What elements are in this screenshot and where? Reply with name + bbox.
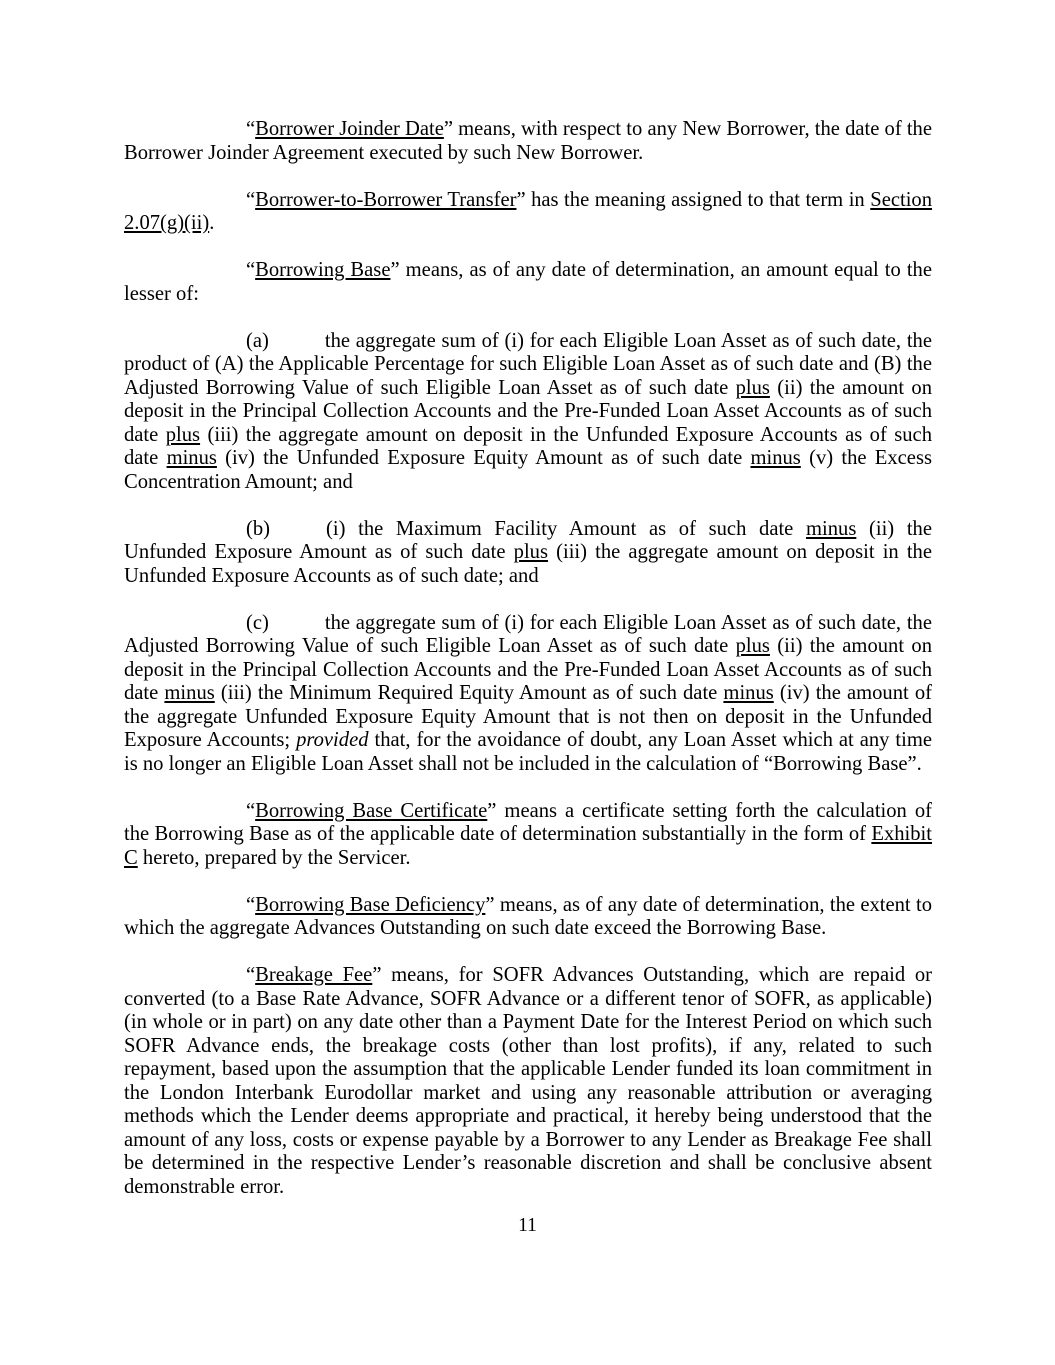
text-run: hereto, prepared by the Servicer. xyxy=(137,846,411,869)
text-run: (iii) the aggregate amount on deposit in the Unfunded Exposure Accounts as of such date xyxy=(124,423,932,469)
underlined-text: minus xyxy=(166,447,217,469)
text-run: (iii) the aggregate amount on deposit in the Unfunded Exposure Accounts as of such date; and xyxy=(124,541,932,587)
text-run: the aggregate sum of (i) for each Eligible Loan Asset as of such date, the Adjusted Borrowing Value of such Eligible Loan Asset as of such date xyxy=(124,611,932,657)
text-run: ” has the meaning assigned to that term in xyxy=(516,188,871,211)
text-run: (iv) the Unfunded Exposure Equity Amount as of such date xyxy=(216,447,751,469)
text-run: (ii) the amount on deposit in the Principal Collection Accounts and the Pre-Funded Loan Asset Accounts as of such date xyxy=(124,635,932,704)
text-run: ” means a certificate setting forth the calculation of the Borrowing Base as of the applicable date of determination substantially in the form of xyxy=(124,799,933,845)
page-number: 11 xyxy=(518,1215,537,1236)
paragraph-borrower-joinder-date xyxy=(124,118,932,165)
text-run: (v) the Excess Concentration Amount; and xyxy=(124,447,932,493)
underlined-text: minus xyxy=(164,682,215,704)
paragraph-borrowing-base xyxy=(124,259,932,306)
underlined-text: Borrowing Base Deficiency xyxy=(255,893,486,916)
paragraph-borrowing-base-clause-c xyxy=(124,612,932,777)
text-run: ” means, as of any date of determination, the extent to which the aggregate Advances Outstanding on such date exceed the Borrowing Base. xyxy=(124,893,932,939)
underlined-text: Section 2.07(g)(ii) xyxy=(124,188,933,234)
text-run: that, for the avoidance of doubt, any Loan Asset which at any time is no longer an Eligible Loan Asset shall not be included in the calculation of “Borrowing Base”. xyxy=(124,729,932,775)
underlined-text: Borrower-to-Borrower Transfer xyxy=(255,188,517,211)
text-run: “ xyxy=(246,118,256,140)
text-run: ” means, with respect to any New Borrower, the date of the Borrower Joinder Agreement executed by such New Borrower. xyxy=(124,118,932,164)
underlined-text: plus xyxy=(735,376,770,399)
underlined-text: minus xyxy=(723,682,774,704)
paragraph-borrowing-base-certificate xyxy=(124,800,932,871)
text-run: “ xyxy=(246,259,256,281)
document-body xyxy=(124,118,932,1223)
text-run: . xyxy=(209,212,215,234)
underlined-text: Borrower Joinder Date xyxy=(255,118,444,140)
underlined-text: Borrowing Base Certificate xyxy=(255,799,488,822)
text-run: ” means, for SOFR Advances Outstanding, which are repaid or converted (to a Base Rate Advance, SOFR Advance or a different tenor of SOFR, as applicable) (in whole or in part) on any date other than a Payment Date for the Interest Period on which such SOFR Advance ends, the breakage costs (other than lost profits), if any, related to such repayment, based upon the assumption that the applicable Lender funded its loan commitment in the London Interbank Eurodollar market and using any reasonable attribution or averaging methods which the Lender deems appropriate and practical, it hereby being understood that the amount of any loss, costs or expense payable by a Borrower to any Lender as Breakage Fee shall be determined in the respective Lender’s reasonable discretion and shall be conclusive absent demonstrable error. xyxy=(124,964,932,1198)
text-run: (ii) the Unfunded Exposure Amount as of such date xyxy=(124,517,932,563)
text-run: (a) xyxy=(246,329,269,352)
underlined-text: plus xyxy=(513,541,548,563)
paragraph-borrowing-base-clause-a xyxy=(124,330,932,495)
underlined-text: minus xyxy=(750,447,801,469)
text-run: (i) the Maximum Facility Amount as of such date xyxy=(326,517,806,540)
text-run: “ xyxy=(246,188,256,211)
text-run: (ii) the amount on deposit in the Principal Collection Accounts and the Pre-Funded Loan Asset Accounts as of such date xyxy=(124,376,932,446)
text-run: ” means, as of any date of determination, an amount equal to the lesser of: xyxy=(124,259,932,305)
italic-text: provided xyxy=(296,729,369,751)
underlined-text: Breakage Fee xyxy=(255,964,373,986)
underlined-text: plus xyxy=(165,423,201,446)
text-run: “ xyxy=(246,964,256,986)
paragraph-borrowing-base-clause-b xyxy=(124,518,932,589)
paragraph-breakage-fee xyxy=(124,964,932,1199)
paragraph-borrowing-base-deficiency xyxy=(124,894,932,941)
underlined-text: plus xyxy=(735,635,770,657)
underlined-text: Exhibit C xyxy=(124,823,932,869)
text-run: (iv) the amount of the aggregate Unfunded Exposure Equity Amount that is not then on deposit in the Unfunded Exposure Accounts; xyxy=(124,682,932,751)
text-run: (b) xyxy=(246,517,271,540)
underlined-text: minus xyxy=(805,517,857,540)
text-run: (c) xyxy=(246,611,269,634)
paragraph-borrower-to-borrower-transfer xyxy=(124,189,932,236)
text-run: the aggregate sum of (i) for each Eligible Loan Asset as of such date, the product of (A) the Applicable Percentage for such Eligible Loan Asset as of such date and (B) the Adjusted Borrowing Value of such Eligible Loan Asset as of such date xyxy=(124,329,932,399)
text-run: (iii) the Minimum Required Equity Amount as of such date xyxy=(214,682,724,704)
text-run: “ xyxy=(246,799,256,822)
text-run: “ xyxy=(246,893,256,916)
underlined-text: Borrowing Base xyxy=(255,259,391,281)
